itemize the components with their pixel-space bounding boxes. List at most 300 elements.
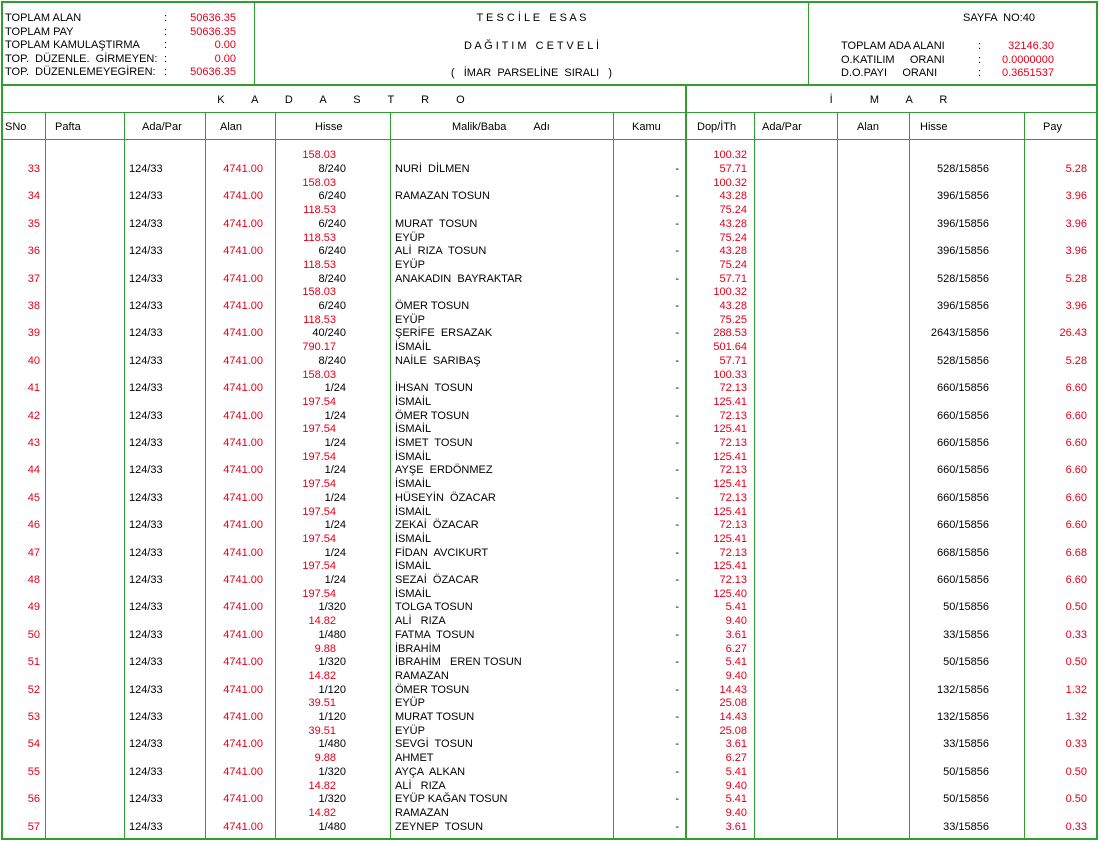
row-alan: 4741.00 — [223, 574, 263, 586]
row-alan: 4741.00 — [223, 190, 263, 203]
col-hisse: Hisse — [315, 121, 343, 133]
row-kamu: - — [675, 820, 679, 833]
row-sno: 35 — [27, 217, 40, 230]
row-kamu: - — [675, 683, 679, 696]
row-sno: 53 — [27, 711, 40, 723]
summary-value: 0.00 — [214, 52, 236, 65]
row-kamu: - — [675, 491, 679, 504]
row-sno: 38 — [27, 300, 40, 312]
col-pay: Pay — [1043, 121, 1062, 133]
frame-right — [1096, 1, 1098, 840]
row-adapar: 124/33 — [129, 409, 163, 422]
row-sno: 47 — [27, 546, 40, 559]
row-pay: 3.96 — [1065, 217, 1087, 230]
row-hisse: 1/320 — [318, 601, 346, 614]
row-pre-amount: 197.54 — [302, 587, 336, 600]
row-adapar: 124/33 — [129, 519, 163, 532]
row-sno: 54 — [27, 738, 40, 751]
title-line2: D A Ğ I T I M C E T V E L İ — [463, 40, 600, 52]
row-dop: 57.71 — [719, 354, 747, 367]
row-alan: 4741.00 — [223, 601, 263, 614]
summary-value: 0.00 — [214, 39, 236, 51]
row-pay: 0.33 — [1065, 738, 1087, 751]
row-pay: 6.60 — [1065, 464, 1087, 477]
row-pay: 0.50 — [1065, 765, 1087, 778]
row-alan: 4741.00 — [223, 437, 263, 449]
row-imar-hisse: 50/15856 — [943, 601, 989, 614]
row-pay: 6.60 — [1065, 519, 1087, 532]
section-imar: İ M A R — [829, 94, 955, 106]
col-alan: Alan — [220, 121, 243, 133]
right-summary-label: D.O.PAYI ORANI — [841, 67, 938, 79]
summary-label: TOP. DÜZENLEMEYEGİREN: — [5, 66, 156, 78]
row-adapar: 124/33 — [129, 217, 163, 230]
row-malik: İSMET TOSUN — [395, 437, 473, 449]
row-dop: 72.13 — [719, 464, 747, 477]
row-dop: 5.41 — [725, 656, 747, 669]
row-adapar: 124/33 — [129, 190, 163, 203]
row-imar-hisse: 660/15856 — [937, 491, 989, 504]
row-sno: 36 — [27, 245, 40, 258]
row-pre-amount: 9.88 — [314, 642, 336, 655]
summary-label: TOPLAM KAMULAŞTIRMA — [5, 39, 140, 51]
row-pay: 0.50 — [1065, 601, 1087, 614]
row-pay: 5.28 — [1065, 354, 1087, 367]
row-hisse: 1/320 — [318, 656, 346, 669]
row-sno: 41 — [27, 382, 40, 395]
row-hisse: 40/240 — [312, 327, 346, 340]
summary-colon: : — [164, 12, 168, 24]
row-dop-pre: 100.32 — [713, 176, 747, 189]
row-baba: İSMAİL — [395, 560, 432, 573]
row-adapar: 124/33 — [129, 574, 163, 586]
row-imar-hisse: 660/15856 — [937, 519, 989, 532]
row-pre-amount: 118.53 — [303, 231, 336, 244]
row-adapar: 124/33 — [129, 683, 163, 696]
row-sno: 44 — [27, 464, 40, 477]
row-pre-amount: 158.03 — [302, 286, 336, 299]
row-imar-hisse: 50/15856 — [943, 793, 989, 806]
header-divider — [1, 84, 1098, 86]
row-alan: 4741.00 — [223, 327, 263, 340]
row-kamu: - — [675, 601, 679, 614]
row-hisse: 1/480 — [318, 628, 346, 641]
row-adapar: 124/33 — [129, 711, 163, 723]
row-sno: 45 — [27, 491, 40, 504]
row-dop-pre: 75.24 — [719, 204, 747, 217]
row-pay: 1.32 — [1065, 711, 1087, 723]
col-sno: SNo — [5, 121, 27, 133]
row-imar-hisse: 50/15856 — [943, 656, 989, 669]
row-dop-pre: 9.40 — [725, 779, 747, 792]
row-malik: MURAT TOSUN — [395, 217, 478, 230]
row-hisse: 1/24 — [324, 464, 346, 477]
row-pre-amount: 158.03 — [302, 368, 336, 381]
row-kamu: - — [675, 711, 679, 723]
row-baba: ALİ RIZA — [395, 615, 446, 628]
row-imar-hisse: 660/15856 — [937, 574, 989, 586]
row-pay: 0.33 — [1065, 628, 1087, 641]
row-imar-hisse: 660/15856 — [937, 382, 989, 395]
row-sno: 55 — [27, 765, 40, 778]
row-dop: 3.61 — [725, 738, 747, 751]
row-malik: ÖMER TOSUN — [395, 300, 470, 312]
summary-label: TOPLAM ALAN — [5, 12, 82, 24]
row-adapar: 124/33 — [129, 437, 163, 449]
page-number: SAYFA NO:40 — [963, 12, 1035, 24]
row-malik: FİDAN AVCIKURT — [395, 546, 489, 559]
row-alan: 4741.00 — [223, 656, 263, 669]
row-malik: SEZAİ ÖZACAR — [395, 574, 479, 586]
row-pre-amount: 14.82 — [308, 669, 336, 682]
frame-top — [1, 1, 1098, 3]
row-dop: 72.13 — [719, 574, 747, 586]
row-dop-pre: 25.08 — [719, 724, 747, 737]
row-baba: EYÜP — [395, 724, 425, 737]
row-kamu: - — [675, 190, 679, 203]
row-baba: İSMAİL — [395, 450, 432, 463]
row-adapar: 124/33 — [129, 765, 163, 778]
row-adapar: 124/33 — [129, 738, 163, 751]
row-dop-pre: 125.40 — [713, 587, 747, 600]
row-baba: EYÜP — [395, 697, 425, 710]
row-malik: ÖMER TOSUN — [395, 409, 470, 422]
row-dop: 57.71 — [719, 163, 747, 175]
row-sno: 46 — [27, 519, 40, 532]
row-kamu: - — [675, 300, 679, 312]
row-pay: 6.60 — [1065, 437, 1087, 449]
row-malik: NURİ DİLMEN — [395, 163, 470, 175]
title-line1: T E S C İ L E E S A S — [476, 12, 587, 24]
row-dop: 43.28 — [719, 217, 747, 230]
row-adapar: 124/33 — [129, 163, 163, 175]
row-sno: 56 — [27, 793, 40, 806]
row-baba: İSMAİL — [395, 478, 432, 491]
row-dop-pre: 75.24 — [719, 231, 747, 244]
row-baba: İSMAİL — [395, 505, 432, 518]
row-sno: 33 — [27, 163, 40, 175]
col-dopith: Dop/İTh — [697, 121, 737, 133]
row-dop: 14.43 — [719, 711, 747, 723]
row-pay: 6.60 — [1065, 491, 1087, 504]
row-hisse: 1/480 — [318, 820, 346, 833]
row-malik: HÜSEYİN ÖZACAR — [395, 491, 496, 504]
row-kamu: - — [675, 382, 679, 395]
column-divider — [754, 113, 755, 839]
row-kamu: - — [675, 574, 679, 586]
row-imar-hisse: 33/15856 — [943, 738, 989, 751]
right-summary-value: 0.0000000 — [1002, 53, 1054, 66]
summary-label: TOPLAM PAY — [5, 25, 74, 38]
col-hisse-imar: Hisse — [920, 121, 948, 133]
row-hisse: 6/240 — [318, 245, 346, 258]
row-pre-amount: 197.54 — [302, 532, 336, 545]
summary-colon: : — [164, 39, 168, 51]
summary-colon: : — [164, 66, 168, 78]
row-baba: RAMAZAN — [395, 806, 449, 819]
col-adapar-imar: Ada/Par — [762, 121, 802, 133]
row-baba: EYÜP — [395, 313, 425, 326]
row-alan: 4741.00 — [223, 793, 263, 806]
row-dop: 3.61 — [725, 628, 747, 641]
row-dop-pre: 125.41 — [713, 560, 747, 573]
right-summary-colon: : — [978, 53, 982, 66]
row-kamu: - — [675, 738, 679, 751]
row-alan: 4741.00 — [223, 628, 263, 641]
row-adapar: 124/33 — [129, 820, 163, 833]
row-hisse: 1/24 — [324, 491, 346, 504]
row-dop: 43.28 — [719, 300, 747, 312]
row-baba: ALİ RIZA — [395, 779, 446, 792]
row-baba: EYÜP — [395, 231, 425, 244]
row-dop: 72.13 — [719, 546, 747, 559]
right-summary-label: TOPLAM ADA ALANI — [841, 40, 945, 52]
row-dop: 288.53 — [713, 327, 747, 340]
row-pre-amount: 14.82 — [308, 615, 336, 628]
row-pre-amount: 197.54 — [302, 505, 336, 518]
row-baba: AHMET — [395, 752, 434, 765]
row-hisse: 1/24 — [324, 574, 346, 586]
row-dop-pre: 75.24 — [719, 258, 747, 271]
row-malik: RAMAZAN TOSUN — [395, 190, 490, 203]
row-pre-amount: 790.17 — [302, 341, 336, 354]
row-pay: 5.28 — [1065, 163, 1087, 175]
row-pay: 3.96 — [1065, 190, 1087, 203]
row-dop-pre: 9.40 — [725, 615, 747, 628]
row-kamu: - — [675, 163, 679, 175]
row-malik: NAİLE SARIBAŞ — [395, 354, 481, 367]
row-hisse: 1/24 — [324, 519, 346, 532]
row-dop-pre: 501.64 — [713, 341, 747, 354]
row-dop-pre: 125.41 — [713, 505, 747, 518]
row-imar-hisse: 528/15856 — [937, 272, 989, 285]
row-sno: 34 — [27, 190, 40, 203]
row-alan: 4741.00 — [223, 163, 263, 175]
row-hisse: 1/320 — [318, 793, 346, 806]
row-pre-amount: 14.82 — [308, 779, 336, 792]
frame-bottom — [1, 838, 1098, 840]
col-kamu: Kamu — [632, 121, 661, 133]
row-baba: İSMAİL — [395, 423, 432, 436]
row-alan: 4741.00 — [223, 765, 263, 778]
row-alan: 4741.00 — [223, 519, 263, 532]
row-malik: ÖMER TOSUN — [395, 683, 470, 696]
right-summary-label: O.KATILIM ORANI — [841, 53, 945, 66]
row-sno: 51 — [27, 656, 40, 669]
row-dop-pre: 100.33 — [713, 368, 747, 381]
title-line3: ( İMAR PARSELİNE SIRALI ) — [450, 67, 613, 79]
row-malik: SEVGİ TOSUN — [395, 738, 473, 751]
row-pay: 0.33 — [1065, 820, 1087, 833]
row-pay: 26.43 — [1059, 327, 1087, 340]
row-dop: 72.13 — [719, 382, 747, 395]
row-alan: 4741.00 — [223, 354, 263, 367]
row-sno: 37 — [27, 272, 40, 285]
row-alan: 4741.00 — [223, 272, 263, 285]
row-baba: İBRAHİM — [395, 642, 441, 655]
row-imar-hisse: 132/15856 — [937, 683, 989, 696]
row-baba: İSMAİL — [395, 395, 432, 408]
row-dop-pre: 100.32 — [713, 286, 747, 299]
row-dop: 43.28 — [719, 245, 747, 258]
row-malik: TOLGA TOSUN — [395, 601, 473, 614]
row-sno: 50 — [27, 628, 40, 641]
row-malik: MURAT TOSUN — [395, 711, 475, 723]
row-pre-amount: 118.53 — [303, 204, 336, 217]
row-pre-amount: 197.54 — [302, 450, 336, 463]
row-baba: RAMAZAN — [395, 669, 449, 682]
row-hisse: 6/240 — [318, 190, 346, 203]
row-alan: 4741.00 — [223, 683, 263, 696]
row-imar-hisse: 668/15856 — [937, 546, 989, 559]
row-imar-hisse: 660/15856 — [937, 409, 989, 422]
row-baba: İSMAİL — [395, 341, 432, 354]
row-hisse: 1/120 — [318, 711, 346, 723]
row-dop-pre: 6.27 — [725, 642, 747, 655]
row-dop: 57.71 — [719, 272, 747, 285]
row-malik: AYÇA ALKAN — [395, 765, 466, 778]
row-dop: 72.13 — [719, 519, 747, 532]
column-divider — [124, 113, 125, 839]
column-divider — [45, 113, 46, 839]
row-adapar: 124/33 — [129, 327, 163, 340]
row-alan: 4741.00 — [223, 546, 263, 559]
row-imar-hisse: 132/15856 — [937, 711, 989, 723]
row-pre-amount: 118.53 — [303, 313, 336, 326]
row-imar-hisse: 396/15856 — [937, 300, 989, 312]
row-pre-amount: 197.54 — [302, 478, 336, 491]
row-hisse: 6/240 — [318, 217, 346, 230]
row-baba: EYÜP — [395, 258, 425, 271]
row-pay: 6.68 — [1065, 546, 1087, 559]
row-kamu: - — [675, 765, 679, 778]
row-kamu: - — [675, 519, 679, 532]
row-kamu: - — [675, 409, 679, 422]
right-summary-value: 32146.30 — [1008, 40, 1054, 52]
row-pay: 6.60 — [1065, 574, 1087, 586]
right-summary-colon: : — [978, 40, 982, 52]
row-dop: 5.41 — [725, 793, 747, 806]
column-divider — [837, 113, 838, 839]
row-baba: İSMAİL — [395, 532, 432, 545]
row-malik: ALİ RIZA TOSUN — [395, 245, 487, 258]
row-kamu: - — [675, 546, 679, 559]
row-imar-hisse: 396/15856 — [937, 217, 989, 230]
row-dop-pre: 125.41 — [713, 450, 747, 463]
row-imar-hisse: 528/15856 — [937, 354, 989, 367]
summary-colon: : — [164, 25, 168, 38]
row-dop-pre: 125.41 — [713, 395, 747, 408]
row-pay: 6.60 — [1065, 382, 1087, 395]
row-alan: 4741.00 — [223, 738, 263, 751]
row-imar-hisse: 50/15856 — [943, 765, 989, 778]
row-alan: 4741.00 — [223, 245, 263, 258]
row-hisse: 6/240 — [318, 300, 346, 312]
row-hisse: 1/320 — [318, 765, 346, 778]
row-sno: 52 — [27, 683, 40, 696]
row-imar-hisse: 2643/15856 — [930, 327, 989, 340]
row-pre-amount: 14.82 — [308, 806, 336, 819]
section-kadastro: K A D A S T R O — [217, 94, 472, 106]
summary-value: 50636.35 — [190, 12, 236, 24]
row-hisse: 8/240 — [318, 163, 346, 175]
row-pay: 0.50 — [1065, 793, 1087, 806]
row-imar-hisse: 660/15856 — [937, 437, 989, 449]
col-adapar: Ada/Par — [142, 121, 182, 133]
row-kamu: - — [675, 437, 679, 449]
col-pafta: Pafta — [55, 121, 81, 133]
column-divider — [390, 113, 391, 839]
section-divider — [1, 112, 1098, 113]
row-adapar: 124/33 — [129, 245, 163, 258]
summary-value: 50636.35 — [190, 66, 236, 78]
row-imar-hisse: 396/15856 — [937, 245, 989, 258]
row-malik: ŞERİFE ERSAZAK — [395, 327, 493, 340]
row-hisse: 1/120 — [318, 683, 346, 696]
row-imar-hisse: 396/15856 — [937, 190, 989, 203]
row-adapar: 124/33 — [129, 464, 163, 477]
row-adapar: 124/33 — [129, 546, 163, 559]
row-alan: 4741.00 — [223, 711, 263, 723]
row-adapar: 124/33 — [129, 354, 163, 367]
row-dop: 72.13 — [719, 491, 747, 504]
col-malik: Malik/Baba Adı — [452, 121, 550, 133]
row-dop-pre: 75.25 — [719, 313, 747, 326]
row-alan: 4741.00 — [223, 382, 263, 395]
row-hisse: 1/24 — [324, 409, 346, 422]
row-sno: 49 — [27, 601, 40, 614]
row-kamu: - — [675, 464, 679, 477]
row-pre-amount: 9.88 — [314, 752, 336, 765]
row-sno: 57 — [27, 820, 40, 833]
row-dop-pre: 125.41 — [713, 423, 747, 436]
row-adapar: 124/33 — [129, 628, 163, 641]
row-imar-hisse: 33/15856 — [943, 628, 989, 641]
row-dop-pre: 6.27 — [725, 752, 747, 765]
row-kamu: - — [675, 272, 679, 285]
row-dop-pre: 9.40 — [725, 669, 747, 682]
row-malik: İHSAN TOSUN — [395, 382, 473, 395]
row-hisse: 8/240 — [318, 272, 346, 285]
row-dop: 5.41 — [725, 601, 747, 614]
row-dop-pre: 9.40 — [725, 806, 747, 819]
row-imar-hisse: 660/15856 — [937, 464, 989, 477]
row-hisse: 1/24 — [324, 546, 346, 559]
row-adapar: 124/33 — [129, 382, 163, 395]
row-kamu: - — [675, 245, 679, 258]
row-malik: İBRAHİM EREN TOSUN — [395, 656, 522, 669]
row-adapar: 124/33 — [129, 272, 163, 285]
row-dop: 5.41 — [725, 765, 747, 778]
row-pay: 3.96 — [1065, 300, 1087, 312]
right-summary-value: 0.3651537 — [1002, 67, 1054, 79]
row-pay: 6.60 — [1065, 409, 1087, 422]
row-pre-amount: 158.03 — [302, 149, 336, 162]
row-sno: 39 — [27, 327, 40, 340]
row-adapar: 124/33 — [129, 300, 163, 312]
row-pre-amount: 197.54 — [302, 560, 336, 573]
row-alan: 4741.00 — [223, 491, 263, 504]
row-dop-pre: 125.41 — [713, 478, 747, 491]
row-adapar: 124/33 — [129, 656, 163, 669]
row-alan: 4741.00 — [223, 300, 263, 312]
row-dop: 14.43 — [719, 683, 747, 696]
row-hisse: 1/24 — [324, 437, 346, 449]
row-kamu: - — [675, 327, 679, 340]
right-summary-colon: : — [978, 67, 982, 79]
row-baba: İSMAİL — [395, 587, 432, 600]
row-malik: ZEYNEP TOSUN — [395, 820, 484, 833]
